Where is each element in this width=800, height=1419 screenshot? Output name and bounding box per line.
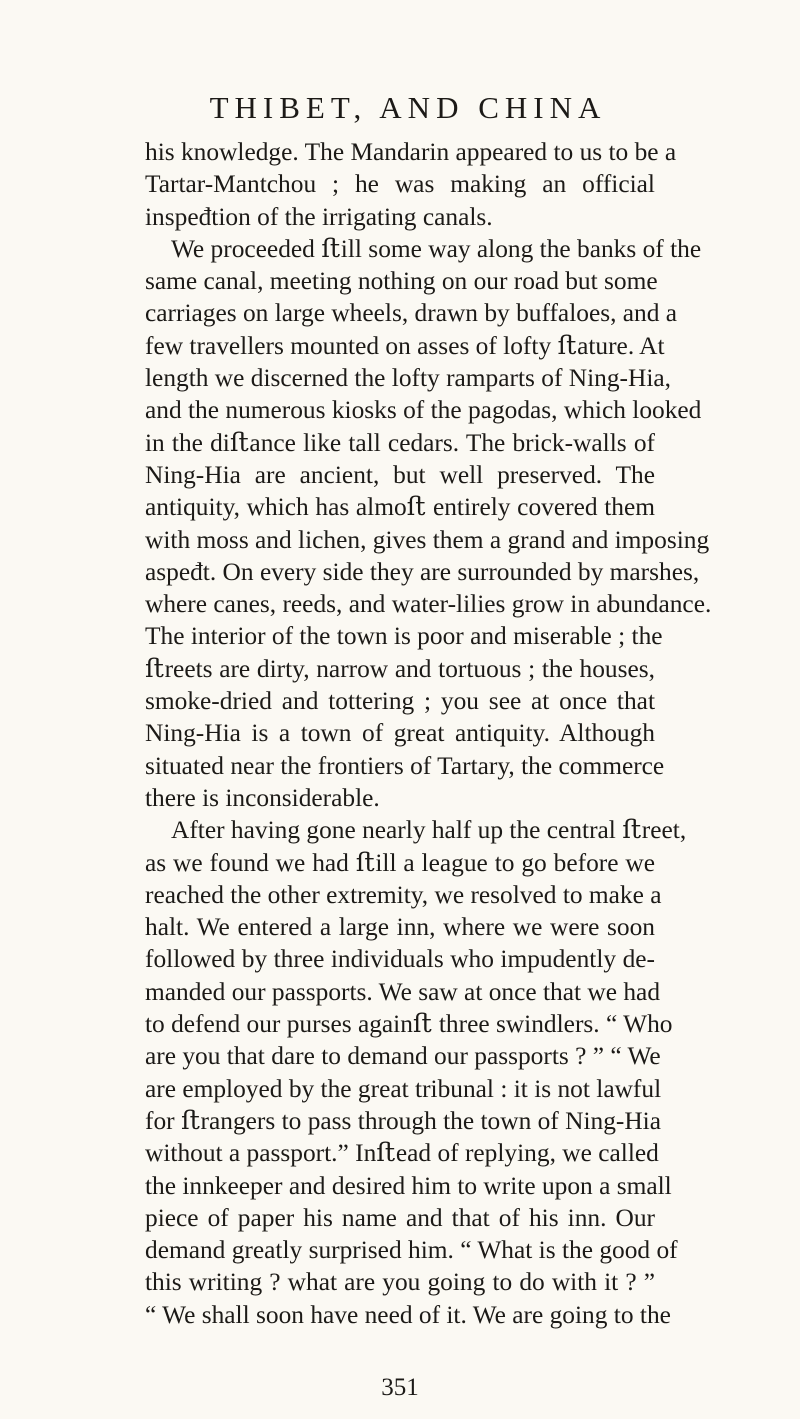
text-line: and the numerous kiosks of the pagodas, which looked (145, 396, 702, 425)
text-line: “ We shall soon have need of it. We are going to the (145, 1300, 671, 1329)
text-line: this writing ? what are you going to do with it ? ” (145, 1268, 655, 1297)
text-line: piece of paper his name and that of his inn. Our (145, 1203, 655, 1232)
text-line: halt. We entered a large inn, where we were soon (145, 913, 655, 942)
text-line: as we found we had ﬅill a league to go before we (145, 848, 655, 877)
text-line: length we discerned the lofty ramparts of Ning-Hia, (145, 364, 671, 393)
text-line: with moss and lichen, gives them a grand and imposing (145, 525, 710, 554)
text-line: his knowledge. The Mandarin appeared to us to be a (145, 138, 677, 166)
text-line: in the diﬅance like tall cedars. The brick-walls of (145, 428, 655, 457)
text-line: Ning-Hia is a town of great antiquity. Although (145, 719, 655, 748)
text-line: carriages on large wheels, drawn by buffaloes, and a (145, 299, 678, 328)
text-line: After having gone nearly half up the central ﬅreet, (171, 816, 687, 845)
text-line: to defend our purses againﬅ three swindlers. “ Who (145, 1010, 673, 1039)
text-line: same canal, meeting nothing on our road but some (145, 267, 658, 296)
text-line: situated near the frontiers of Tartary, the commerce (145, 751, 665, 780)
text-line: smoke-dried and tottering ; you see at once that (145, 687, 655, 716)
text-line: ﬅreets are dirty, narrow and tortuous ; the houses, (145, 654, 655, 683)
body-text (145, 136, 712, 1331)
text-line: where canes, reeds, and water-lilies grow in abundance. (145, 590, 712, 619)
text-line: antiquity, which has almoﬅ entirely covered them (145, 493, 655, 522)
text-line: few travellers mounted on asses of lofty ﬅature. At (145, 331, 665, 360)
text-line: demand greatly surprised him. “ What is the good of (145, 1236, 678, 1265)
text-line: The interior of the town is poor and miserable ; the (145, 622, 663, 651)
text-line: We proceeded ﬅill some way along the banks of the (171, 234, 702, 263)
text-line: are employed by the great tribunal : it is not lawful (145, 1074, 662, 1103)
text-line: aspeđt. On every side they are surrounded by marshes, (145, 557, 700, 586)
text-line: inspeđtion of the irrigating canals. (145, 202, 493, 231)
text-line: for ﬅrangers to pass through the town of Ning-Hia (145, 1106, 662, 1135)
text-line: are you that dare to demand our passports ? ” “ We (145, 1042, 661, 1071)
text-line: there is inconsiderable. (145, 783, 380, 812)
text-line: Ning-Hia are ancient, but well preserved. The (145, 460, 655, 489)
page-number: 351 (381, 1374, 419, 1401)
text-line: manded our passports. We saw at once that we had (145, 977, 661, 1006)
text-line: without a passport.” Inﬅead of replying, we called (145, 1139, 659, 1168)
running-head: THIBET, AND CHINA (209, 90, 607, 125)
text-line: Tartar-Mantchou ; he was making an official (145, 170, 655, 199)
text-line: followed by three individuals who impudently de- (145, 945, 655, 974)
text-line: the innkeeper and desired him to write upon a small (145, 1171, 672, 1200)
text-line: reached the other extremity, we resolved to make a (145, 880, 662, 909)
